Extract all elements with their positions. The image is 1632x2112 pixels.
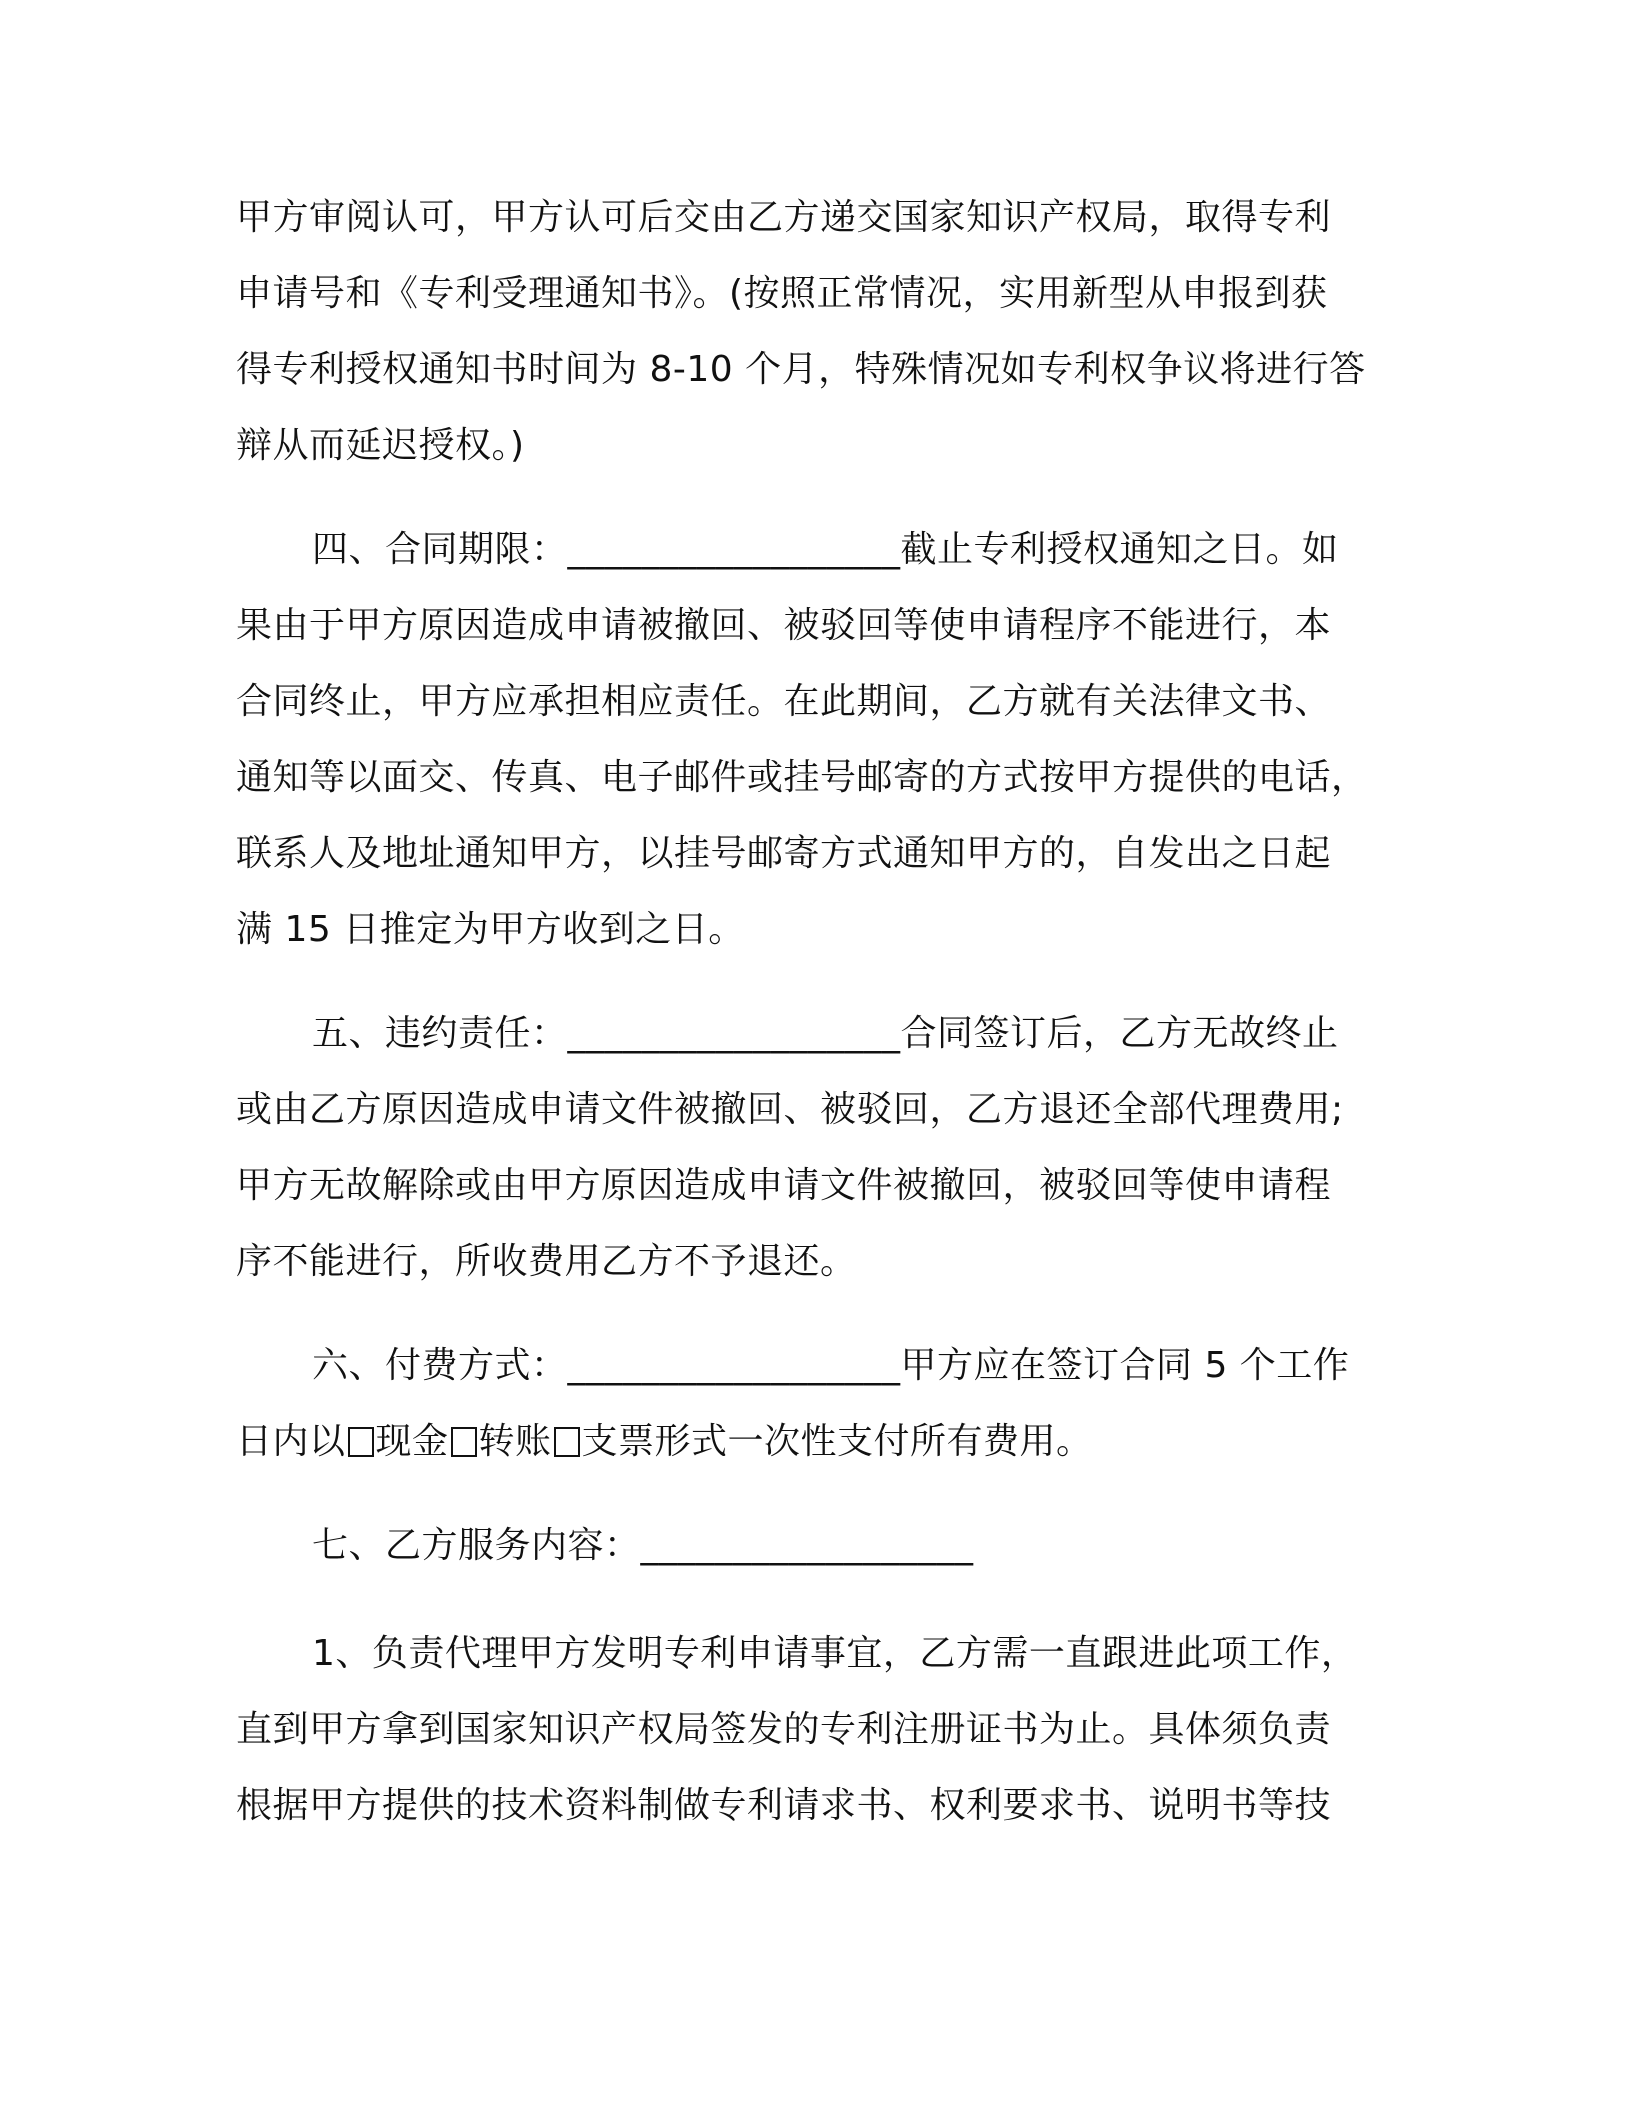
cheque-label: 支票形式一次性支付所有费用。 <box>581 1421 1093 1462</box>
section-heading-line: 五、违约责任：__________________合同签订后，乙方无故终止 <box>312 1013 1339 1054</box>
cheque-checkbox[interactable] <box>554 1427 580 1457</box>
text-line: 辩从而延迟授权。) <box>236 425 525 466</box>
transfer-label: 转账 <box>478 1421 552 1462</box>
text-line: 满 15 日推定为甲方收到之日。 <box>236 909 745 950</box>
text-line: 甲方无故解除或由甲方原因造成申请文件被撤回，被驳回等使申请程 <box>236 1165 1332 1206</box>
payment-options-line <box>236 1418 1093 1466</box>
payment-prefix: 日内以 <box>236 1421 346 1462</box>
text-line: 或由乙方原因造成申请文件被撤回、被驳回，乙方退还全部代理费用; <box>236 1089 1344 1130</box>
cash-checkbox[interactable] <box>348 1427 374 1457</box>
text-line: 果由于甲方原因造成申请被撤回、被驳回等使申请程序不能进行，本 <box>236 605 1332 646</box>
text-line: 甲方审阅认可，甲方认可后交由乙方递交国家知识产权局，取得专利 <box>236 197 1332 238</box>
text-line: 合同终止，甲方应承担相应责任。在此期间，乙方就有关法律文书、 <box>236 681 1332 722</box>
transfer-checkbox[interactable] <box>451 1427 477 1457</box>
cash-label: 现金 <box>375 1421 449 1462</box>
text-line: 申请号和《专利受理通知书》。(按照正常情况，实用新型从申报到获 <box>236 273 1328 314</box>
text-line: 序不能进行，所收费用乙方不予退还。 <box>236 1241 857 1282</box>
text-line: 通知等以面交、传真、电子邮件或挂号邮寄的方式按甲方提供的电话， <box>236 757 1368 798</box>
section-heading-line: 四、合同期限：__________________截止专利授权通知之日。如 <box>312 529 1339 570</box>
text-line: 直到甲方拿到国家知识产权局签发的专利注册证书为止。具体须负责 <box>236 1709 1332 1750</box>
section-heading-line: 六、付费方式：__________________甲方应在签订合同 5 个工作 <box>312 1345 1350 1386</box>
text-line: 联系人及地址通知甲方，以挂号邮寄方式通知甲方的，自发出之日起 <box>236 833 1332 874</box>
text-line: 1、负责代理甲方发明专利申请事宜，乙方需一直跟进此项工作， <box>312 1633 1358 1674</box>
text-line: 得专利授权通知书时间为 8-10 个月，特殊情况如专利权争议将进行答 <box>236 349 1366 390</box>
section-heading-line: 七、乙方服务内容：__________________ <box>312 1525 974 1566</box>
text-line: 根据甲方提供的技术资料制做专利请求书、权利要求书、说明书等技 <box>236 1785 1332 1826</box>
